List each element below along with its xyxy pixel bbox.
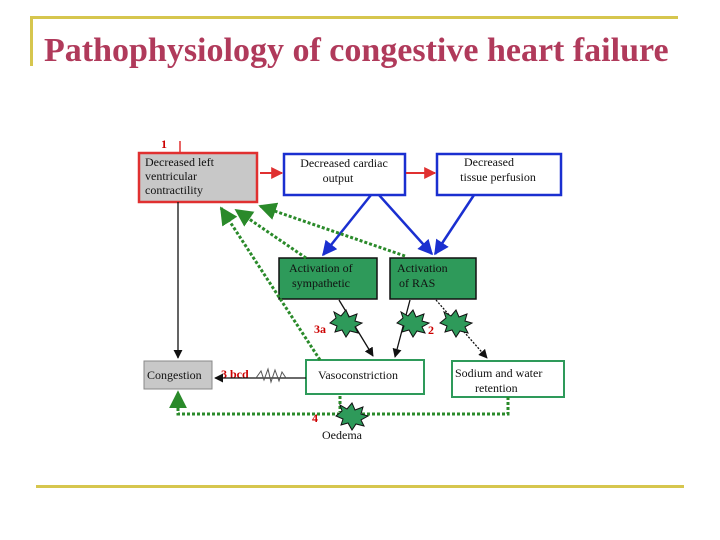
- arrow-output-to-sympathetic: [323, 195, 371, 255]
- slide-title: Pathophysiology of congestive heart failure: [44, 32, 669, 69]
- burst-icon-3a: [330, 310, 362, 337]
- burst-icon-2b: [440, 310, 472, 337]
- marker-1: 1: [161, 137, 167, 151]
- cardiac-output-line2: output: [322, 171, 354, 185]
- ras-line1: Activation: [397, 261, 448, 275]
- sympathetic-line2: sympathetic: [292, 276, 350, 290]
- zigzag-icon-3bcd: [256, 369, 286, 382]
- tissue-perfusion-line1: Decreased: [464, 155, 514, 169]
- contractility-line1: Decreased left: [145, 155, 214, 169]
- feedback-ras-to-contractility: [260, 206, 405, 256]
- marker-3bcd: 3 bcd: [221, 367, 249, 381]
- marker-2: 2: [428, 323, 434, 337]
- ras-box: [390, 258, 476, 299]
- marker-3a: 3a: [314, 322, 326, 336]
- sodium-water-line2: retention: [475, 381, 518, 395]
- sympathetic-line1: Activation of: [289, 261, 353, 275]
- sympathetic-box: [279, 258, 377, 299]
- vasoconstriction-box: [306, 360, 424, 394]
- contractility-line3: contractility: [145, 183, 203, 197]
- contractility-line2: ventricular: [145, 169, 197, 183]
- cardiac-output-line1: Decreased cardiac: [300, 156, 388, 170]
- sodium-water-line1: Sodium and water: [455, 366, 543, 380]
- sodium-water-box: [452, 361, 564, 397]
- arrow-perfusion-to-ras: [435, 195, 474, 254]
- contractility-box: [139, 153, 257, 202]
- oedema-label: Oedema: [322, 428, 362, 442]
- marker-4: 4: [312, 411, 318, 425]
- congestion-label: Congestion: [147, 368, 202, 382]
- ras-line2: of RAS: [399, 276, 436, 290]
- tissue-perfusion-line2: tissue perfusion: [460, 170, 536, 184]
- burst-icon-4: [336, 403, 368, 430]
- cardiac-output-box: [284, 154, 405, 195]
- vasoconstriction-label: Vasoconstriction: [318, 368, 398, 382]
- arrow-output-to-ras: [379, 195, 432, 254]
- tissue-perfusion-box: [437, 154, 561, 195]
- congestion-box: [144, 361, 212, 389]
